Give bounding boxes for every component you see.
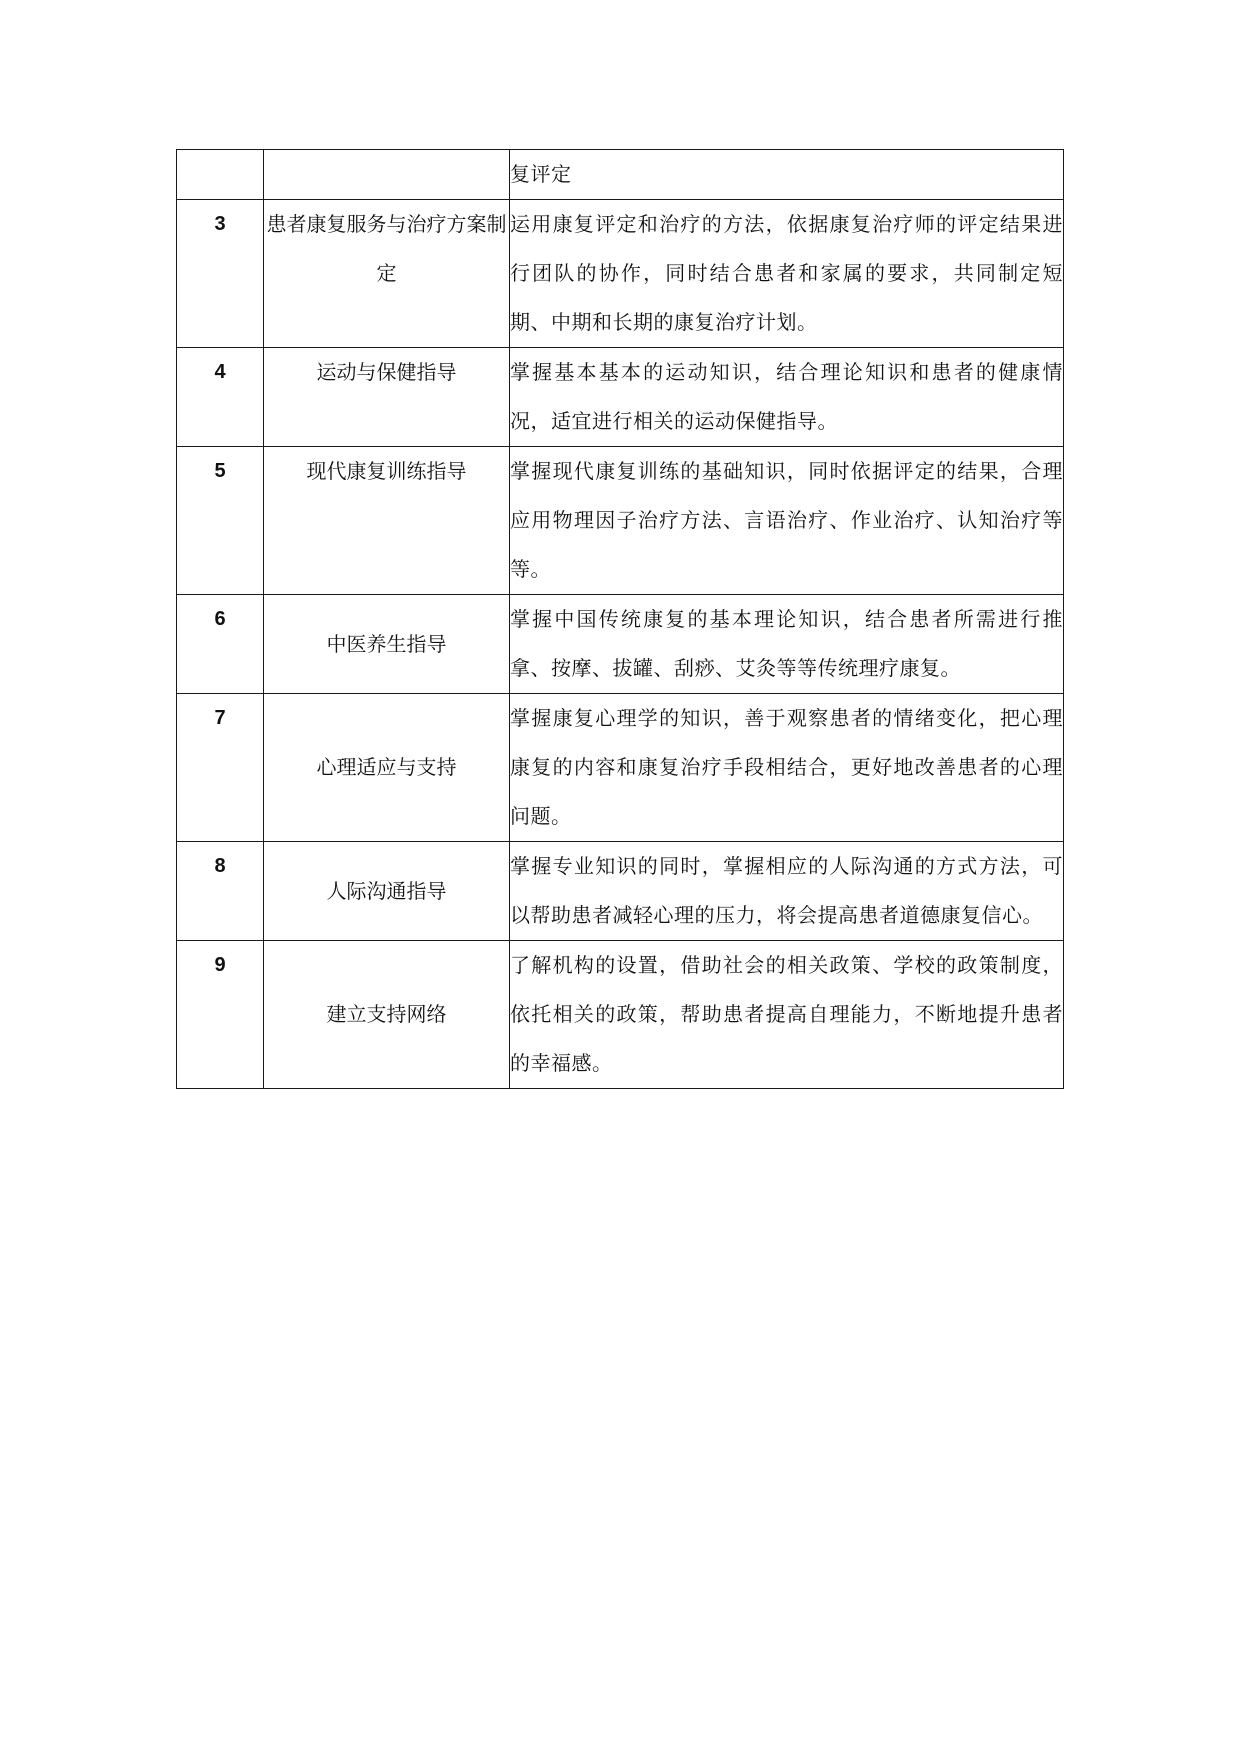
row-description: 掌握中国传统康复的基本理论知识，结合患者所需进行推拿、按摩、拔罐、刮痧、艾灸等等传统理疗康复。 xyxy=(510,595,1064,694)
row-title: 中医养生指导 xyxy=(264,595,510,694)
row-title: 现代康复训练指导 xyxy=(264,447,510,595)
row-number: 5 xyxy=(177,447,264,595)
row-number xyxy=(177,150,264,200)
table-row xyxy=(177,694,1064,842)
table-row xyxy=(177,941,1064,1089)
row-number: 6 xyxy=(177,595,264,694)
table-row xyxy=(177,200,1064,348)
row-title: 建立支持网络 xyxy=(264,941,510,1089)
row-title: 患者康复服务与治疗方案制定 xyxy=(264,200,510,348)
row-number: 4 xyxy=(177,348,264,447)
row-description: 运用康复评定和治疗的方法，依据康复治疗师的评定结果进行团队的协作，同时结合患者和家属的要求，共同制定短期、中期和长期的康复治疗计划。 xyxy=(510,200,1064,348)
table-row xyxy=(177,595,1064,694)
row-title: 运动与保健指导 xyxy=(264,348,510,447)
row-number: 3 xyxy=(177,200,264,348)
row-title xyxy=(264,150,510,200)
row-number: 7 xyxy=(177,694,264,842)
row-description: 复评定 xyxy=(510,150,1064,200)
row-title: 心理适应与支持 xyxy=(264,694,510,842)
row-description: 掌握康复心理学的知识，善于观察患者的情绪变化，把心理康复的内容和康复治疗手段相结合，更好地改善患者的心理问题。 xyxy=(510,694,1064,842)
row-number: 8 xyxy=(177,842,264,941)
content-table xyxy=(176,149,1064,1089)
row-description: 了解机构的设置，借助社会的相关政策、学校的政策制度，依托相关的政策，帮助患者提高自理能力，不断地提升患者的幸福感。 xyxy=(510,941,1064,1089)
row-description: 掌握现代康复训练的基础知识，同时依据评定的结果，合理应用物理因子治疗方法、言语治疗、作业治疗、认知治疗等等。 xyxy=(510,447,1064,595)
table-row xyxy=(177,447,1064,595)
row-description: 掌握专业知识的同时，掌握相应的人际沟通的方式方法，可以帮助患者减轻心理的压力，将会提高患者道德康复信心。 xyxy=(510,842,1064,941)
row-title: 人际沟通指导 xyxy=(264,842,510,941)
table-row-continuation xyxy=(177,150,1064,200)
row-number: 9 xyxy=(177,941,264,1089)
row-description: 掌握基本基本的运动知识，结合理论知识和患者的健康情况，适宜进行相关的运动保健指导。 xyxy=(510,348,1064,447)
table-row xyxy=(177,842,1064,941)
table-row xyxy=(177,348,1064,447)
